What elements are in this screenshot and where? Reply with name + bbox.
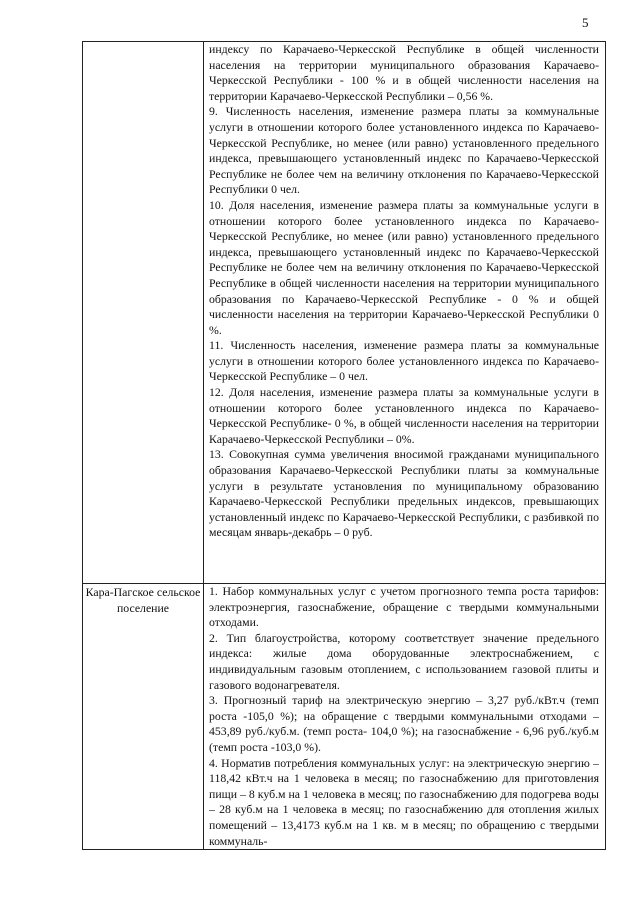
page-number: 5 — [582, 15, 589, 30]
paragraph: 12. Доля населения, изменение размера платы за коммунальные услуги в отношении которого более установленного индекса по Карачаево-Черкесской Республике- 0 %, в общей численности населения на территории Карачаево-Черкесской Республики – 0%. — [209, 385, 599, 446]
settlement-name — [83, 42, 203, 43]
document-table — [82, 41, 606, 850]
paragraph: 9. Численность населения, изменение размера платы за коммунальные услуги в отношении которого более установленного индекса по Карачаево-Черкесской Республике, но менее (или равно) установленного предельного индекса, превышающего установленный индекс по Карачаево-Черкесской Республике не более чем на величину отклонения по Карачаево-Черкесской Республики 0 чел. — [209, 104, 599, 197]
paragraph: 3. Прогнозный тариф на электрическую энергию – 3,27 руб./кВт.ч (темп роста -105,0 %); на обращение с твердыми коммунальными отходами – 453,89 руб./куб.м. (темп роста- 104,0 %); на газоснабжение - 6,96 руб./куб.м (темп роста -103,0 %). — [209, 693, 599, 754]
settlement-name: Кара-Пагское сельское поселение — [85, 585, 201, 615]
paragraph: 11. Численность населения, изменение размера платы за коммунальные услуги в отношении которого более установленного индекса по Карачаево-Черкесской Республике – 0 чел. — [209, 338, 599, 384]
table-row — [83, 584, 606, 850]
indicators-cell — [204, 584, 606, 850]
paragraph: 4. Норматив потребления коммунальных услуг: на электрическую энергию – 118,42 кВт.ч на 1 человека в месяц; по газоснабжению для приготовления пищи – 8 куб.м на 1 человека в месяц; по газоснабжению для подогрева воды – 28 куб.м на 1 человека в месяц; по газоснабжению для отопления жилых помещений – 13,4173 куб.м на 1 кв. м в месяц; по обращению с твердыми коммуналь- — [209, 755, 599, 848]
paragraph: 1. Набор коммунальных услуг с учетом прогнозного темпа роста тарифов: электроэнергия, газоснабжение, обращение с твердыми коммунальными отходами. — [209, 584, 599, 630]
settlement-cell — [83, 584, 204, 850]
settlement-cell — [83, 42, 204, 584]
table-row — [83, 42, 606, 584]
paragraph: индексу по Карачаево-Черкесской Республике в общей численности населения на территории муниципального образования Карачаево-Черкесской Республики - 100 % и в общей численности населения на территории Карачаево-Черкесской Республики – 0,56 %. — [209, 42, 599, 103]
paragraph: 13. Совокупная сумма увеличения вносимой гражданами муниципального образования Карачаево-Черкесской Республики платы за коммунальные услуги в результате установления по муниципальному образованию Карачаево-Черкесской Республики предельных индексов, превышающих установленный индекс по Карачаево-Черкесской Республики, с разбивкой по месяцам январь-декабрь – 0 руб. — [209, 447, 599, 540]
paragraph: 2. Тип благоустройства, которому соответствует значение предельного индекса: жилые дома оборудованные электроснабжением, с индивидуальным газовым отоплением, с использованием газовой плиты и газового водонагревателя. — [209, 630, 599, 692]
paragraph: 10. Доля населения, изменение размера платы за коммунальные услуги в отношении которого более установленного индекса по Карачаево-Черкесской Республике, но менее (или равно) установленного предельного индекса, превышающего установленный индекс по Карачаево-Черкесской Республике не более чем на величину отклонения по Карачаево-Черкесской Республике в общей численности населения на территории муниципального образования по Карачаево-Черкесской Республике - 0 % и общей численности населения на территории Карачаево-Черкесской Республики 0 %. — [209, 197, 599, 337]
indicators-cell — [204, 42, 606, 584]
